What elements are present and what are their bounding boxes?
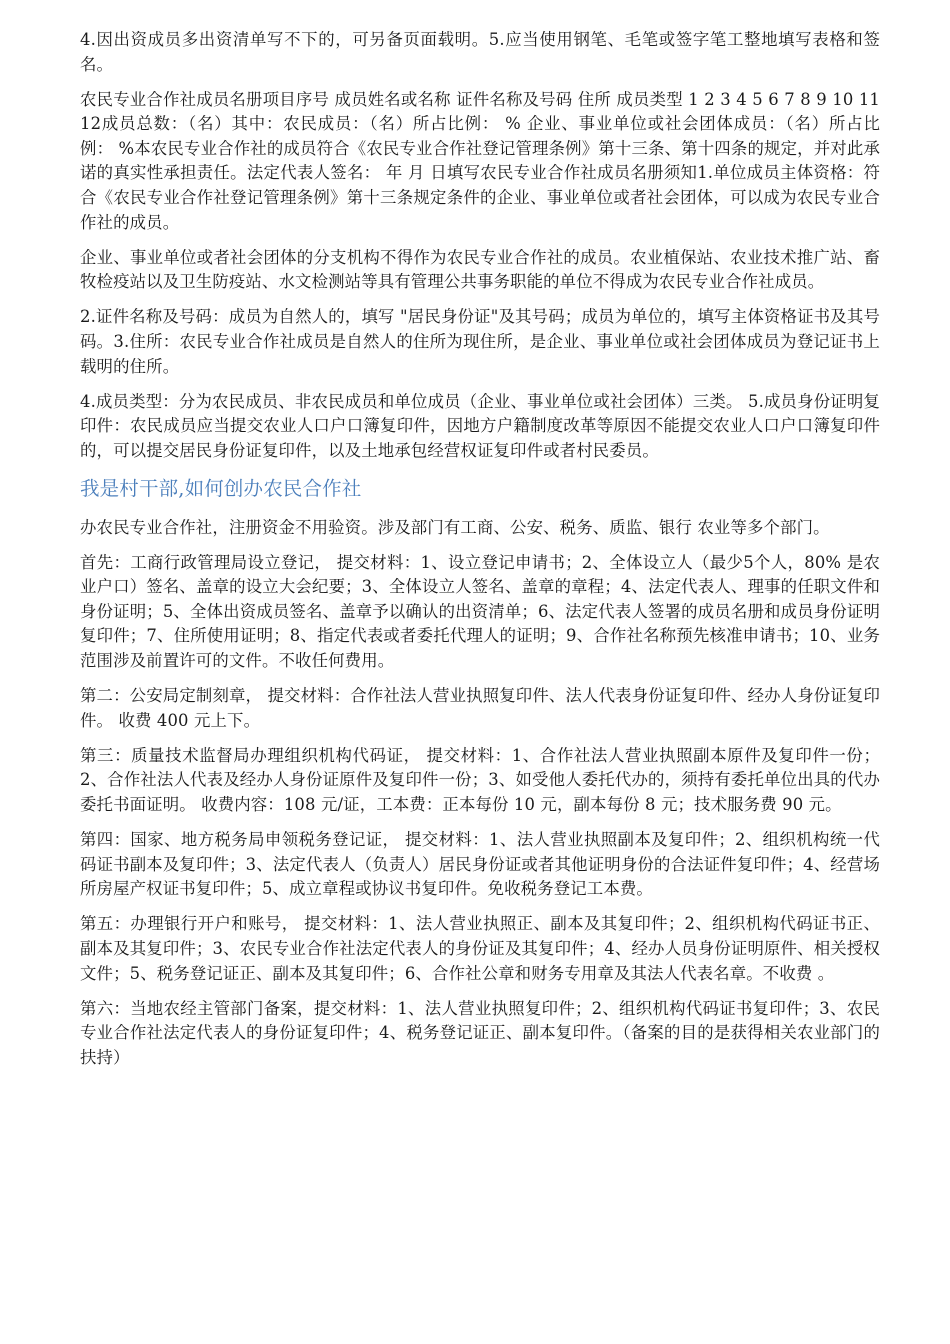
paragraph-step-4-tax: 第四：国家、地方税务局申领税务登记证， 提交材料：1、法人营业执照副本及复印件；2、组织机构统一代码证书副本及复印件；3、法定代表人（负责人）居民身份证或者其他证明身份的合法证件复印件；4、经营场所房屋产权证书复印件；5、成立章程或协议书复印件。免收税务登记工本费。 <box>80 830 880 899</box>
paragraph-member-types: 4.成员类型：分为农民成员、非农民成员和单位成员（企业、事业单位或社会团体）三类。 5.成员身份证明复印件：农民成员应当提交农业人口户口簿复印件，因地方户籍制度改革等原因不能提交农业人口户口簿复印件的，可以提交居民身份证复印件，以及土地承包经营权证复印件或者村民委员。 <box>80 391 880 460</box>
paragraph-member-register: 农民专业合作社成员名册项目序号 成员姓名或名称 证件名称及号码 住所 成员类型 1 2 3 4 5 6 7 8 9 10 11 12成员总数：（名）其中：农民成员：（名）所占比例： % 企业、事业单位或社会团体成员：（名）所占比例： %本农民专业合作社的成员符合《农民专业合作社登记管理条例》第十三条、第十四条的规定，并对此承诺的真实性承担责任。法定代表人签名： 年 月 日填写农民专业合作社成员名册须知1.单位成员主体资格：符合《农民专业合作社登记管理条例》第十三条规定条件的企业、事业单位或者社会团体，可以成为农民专业合作社的成员。 <box>80 89 880 232</box>
paragraph-overview: 办农民专业合作社，注册资金不用验资。涉及部门有工商、公安、税务、质监、银行 农业等多个部门。 <box>80 517 830 537</box>
paragraph-step-2-seal: 第二：公安局定制刻章， 提交材料：合作社法人营业执照复印件、法人代表身份证复印件、经办人身份证复印件。 收费 400 元上下。 <box>80 686 880 730</box>
paragraph-id-and-address: 2.证件名称及号码：成员为自然人的，填写 "居民身份证"及其号码；成员为单位的，填写主体资格证书及其号码。3.住所：农民专业合作社成员是自然人的住所为现住所，是企业、事业单位或社会团体成员为登记证书上载明的住所。 <box>80 307 880 376</box>
paragraph-step-5-bank: 第五：办理银行开户和账号， 提交材料：1、法人营业执照正、副本及其复印件；2、组织机构代码证书正、副本及其复印件；3、农民专业合作社法定代表人的身份证及其复印件；4、经办人员身份证明原件、相关授权文件；5、税务登记证正、副本及其复印件；6、合作社公章和财务专用章及其法人代表名章。不收费 。 <box>80 914 880 983</box>
paragraph-member-list-note: 4.因出资成员多出资清单写不下的，可另备页面载明。5.应当使用钢笔、毛笔或签字笔工整地填写表格和签名。 <box>80 30 880 74</box>
paragraph-step-3-org-code: 第三：质量技术监督局办理组织机构代码证， 提交材料：1、合作社法人营业执照副本原件及复印件一份；2、合作社法人代表及经办人身份证原件及复印件一份；3、如受他人委托代办的，须持有委托单位出具的代办委托书面证明。 收费内容：108 元/证，工本费：正本每份 10 元，副本每份 8 元；技术服务费 90 元。 <box>80 745 880 814</box>
paragraph-step-6-filing: 第六：当地农经主管部门备案，提交材料：1、法人营业执照复印件；2、组织机构代码证书复印件；3、农民专业合作社法定代表人的身份证复印件；4、税务登记证正、副本复印件。（备案的目的是获得相关农业部门的扶持） <box>80 998 880 1067</box>
section-heading: 我是村干部,如何创办农民合作社 <box>80 476 362 500</box>
paragraph-branch-restriction: 企业、事业单位或者社会团体的分支机构不得作为农民专业合作社的成员。农业植保站、农业技术推广站、畜牧检疫站以及卫生防疫站、水文检测站等具有管理公共事务职能的单位不得成为农民专业合作社成员。 <box>80 247 880 292</box>
document-page <box>80 28 880 1081</box>
paragraph-step-1-registration: 首先：工商行政管理局设立登记， 提交材料：1、设立登记申请书；2、全体设立人（最少5个人，80% 是农业户口）签名、盖章的设立大会纪要；3、全体设立人签名、盖章的章程；4、法定代表人、理事的任职文件和身份证明；5、全体出资成员签名、盖章予以确认的出资清单；6、法定代表人签署的成员名册和成员身份证明复印件；7、住所使用证明；8、指定代表或者委托代理人的证明；9、合作社名称预先核准申请书；10、业务范围涉及前置许可的文件。不收任何费用。 <box>80 552 880 670</box>
